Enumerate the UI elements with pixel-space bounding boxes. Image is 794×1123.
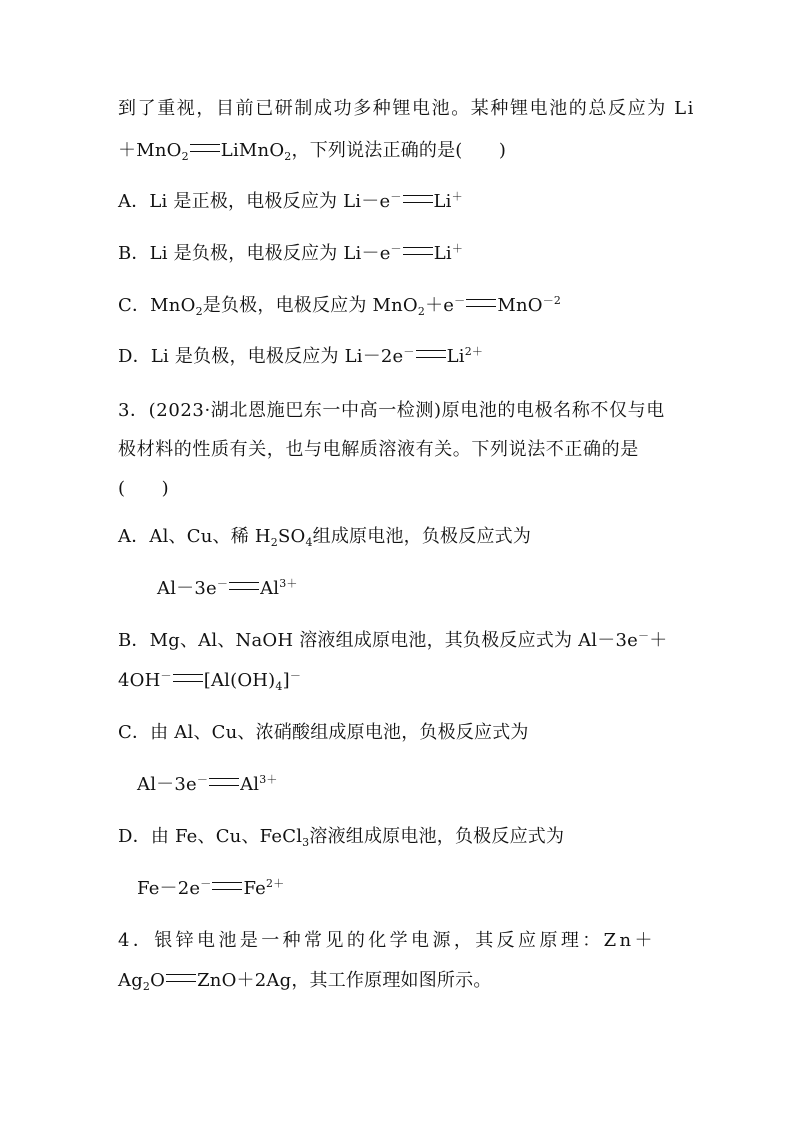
text-segment: 溶液组成原电池，负极反应式为 [309, 826, 565, 847]
q3-option-b-line-1 [118, 630, 667, 652]
q2-option-c [118, 295, 561, 317]
text-segment: 到了重视，目前已研制成功多种锂电池。某种锂电池的总反应为 Li [118, 98, 696, 119]
q3-stem-line-3 [118, 478, 169, 500]
text-segment: ＋ [649, 630, 668, 651]
q3-option-d [118, 826, 564, 848]
text-segment: O [150, 970, 166, 991]
superscript: － [390, 190, 402, 203]
text-segment: SO [277, 526, 306, 547]
text-segment: 3．(2023·湖北恩施巴东一中高一检测)原电池的电极名称不仅与电 [118, 400, 665, 421]
subscript: 2 [270, 536, 278, 549]
text-segment: Al [240, 774, 260, 795]
q3-option-b-line-2 [118, 670, 301, 692]
q2-option-a [118, 191, 463, 213]
subscript: 4 [275, 680, 283, 693]
equals-sign [466, 299, 496, 307]
text-segment: 是负极，电极反应为 MnO [202, 295, 418, 316]
text-segment: 组成原电池，负极反应式为 [312, 526, 532, 547]
subscript: 3 [302, 836, 310, 849]
q3-option-a-equation [157, 578, 298, 600]
text-segment: 4．银锌电池是一种常见的化学电源，其反应原理：Zn＋ [118, 930, 656, 951]
q3-option-c-equation [137, 774, 278, 796]
text-segment: ＋MnO [118, 140, 182, 161]
text-segment: Al [260, 578, 280, 599]
equals-sign [212, 882, 242, 890]
text-segment: ＋e [425, 295, 455, 316]
superscript: － [403, 345, 415, 358]
text-segment: D．由 Fe、Cu、FeCl [118, 826, 303, 847]
subscript: 2 [195, 305, 203, 318]
text-segment: ZnO＋2Ag，其工作原理如图所示。 [197, 970, 492, 991]
text-segment: Li [433, 243, 452, 264]
subscript: 2 [181, 150, 189, 163]
text-segment: Li [433, 191, 452, 212]
q3-stem-line-2 [118, 439, 639, 461]
subscript: 2 [142, 980, 151, 993]
text-segment: Fe－2e [137, 878, 201, 899]
text-segment: MnO [497, 295, 543, 316]
text-segment: A．Al、Cu、稀 H [118, 526, 271, 547]
equals-sign [173, 674, 203, 682]
text-segment: Al－3e [157, 578, 217, 599]
q2-option-d [118, 346, 483, 368]
subscript: 2 [284, 150, 292, 163]
text-segment: ( ) [118, 478, 169, 499]
superscript: ＋ [451, 242, 464, 255]
text-segment: Fe [243, 878, 267, 899]
subscript: 2 [417, 305, 426, 318]
intro-line-1 [118, 98, 695, 120]
equals-sign [403, 247, 433, 255]
text-segment: C．由 Al、Cu、浓硝酸组成原电池，负极反应式为 [118, 722, 529, 743]
q3-stem-line-1 [118, 400, 665, 422]
superscript: 3＋ [259, 773, 278, 786]
equals-sign [229, 582, 259, 590]
equals-sign [190, 144, 220, 152]
text-segment: ，下列说法正确的是( ) [291, 140, 507, 161]
text-segment: Ag [118, 970, 143, 991]
text-segment: 极材料的性质有关，也与电解质溶液有关。下列说法不正确的是 [118, 439, 639, 460]
superscript: － [289, 669, 302, 682]
equals-sign [403, 195, 433, 203]
q3-option-d-equation [137, 878, 284, 900]
superscript: － [216, 577, 229, 590]
superscript: － [637, 629, 650, 642]
superscript: － [160, 669, 172, 682]
equals-sign [209, 778, 239, 786]
text-segment: Al－3e [137, 774, 197, 795]
q3-option-c [118, 722, 529, 744]
superscript: － [196, 773, 209, 786]
text-segment: ] [282, 670, 290, 691]
q4-stem-line-1 [118, 930, 656, 952]
superscript: － [390, 242, 402, 255]
text-segment: D．Li 是负极，电极反应为 Li－2e [118, 346, 404, 367]
superscript: 3＋ [279, 577, 298, 590]
superscript: ＋ [451, 190, 463, 203]
text-segment: A．Li 是正极，电极反应为 Li－e [118, 191, 391, 212]
superscript: 2＋ [266, 877, 285, 890]
superscript: 2＋ [464, 345, 484, 358]
superscript: － [200, 877, 212, 890]
text-segment: [Al(OH) [203, 670, 276, 691]
subscript: 4 [305, 536, 313, 549]
text-segment: LiMnO [220, 140, 285, 161]
q2-option-b [118, 243, 463, 265]
text-segment: 4OH [118, 670, 161, 691]
equals-sign [166, 974, 196, 982]
text-segment: B．Mg、Al、NaOH 溶液组成原电池，其负极反应式为 Al－3e [118, 630, 638, 651]
text-segment: C．MnO [118, 295, 196, 316]
q4-stem-line-2 [118, 970, 492, 992]
equals-sign [416, 350, 446, 358]
intro-line-2 [118, 140, 506, 162]
superscript: －2 [542, 294, 562, 307]
text-segment: Li [446, 346, 465, 367]
superscript: － [454, 294, 466, 307]
text-segment: B．Li 是负极，电极反应为 Li－e [118, 243, 391, 264]
q3-option-a [118, 526, 531, 548]
